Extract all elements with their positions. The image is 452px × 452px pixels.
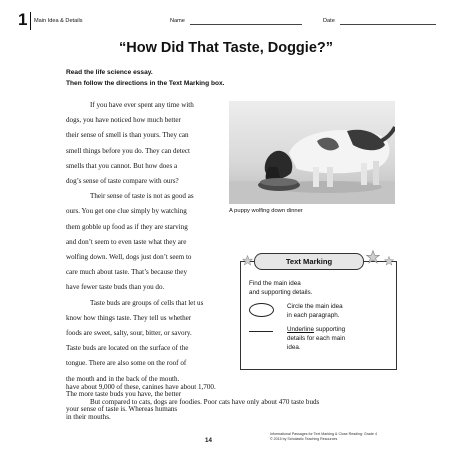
worksheet-header xyxy=(18,10,438,32)
essay-title: “How Did That Taste, Doggie?” xyxy=(118,40,333,56)
text-marking-intro: Find the main idea and supporting details. xyxy=(249,280,313,296)
star-icon xyxy=(242,255,253,266)
star-icon xyxy=(366,250,380,264)
paragraph-3-end: have about 9,000 of these, canines have about 1,700. xyxy=(66,383,216,391)
footer-credit: Informational Passages for Text Marking & Close Reading: Grade 4 © 2015 by Scholastic Teaching Resources xyxy=(270,432,378,441)
circle-instruction: Circle the main idea in each paragraph. xyxy=(287,303,343,319)
essay-full-width xyxy=(66,380,319,426)
paragraph-1: If you have ever spent any time with dogs, you have noticed how much better their sense of smell is than yours. They can smell things before you do. They can detect smells that you cannot. But how does a dog’s sense of taste compare with ours? xyxy=(66,101,194,186)
essay-left-column xyxy=(66,98,203,417)
date-field[interactable] xyxy=(340,24,436,25)
text-marking-heading: Text Marking xyxy=(254,253,364,270)
page-number: 14 xyxy=(205,437,212,444)
star-icon xyxy=(384,256,394,266)
text-marking-box xyxy=(240,249,397,370)
header-divider xyxy=(30,12,31,30)
underline-mark-sample xyxy=(249,331,273,332)
puppy-photo xyxy=(229,101,395,204)
photo-caption: A puppy wolfing down dinner xyxy=(229,208,303,214)
date-label: Date xyxy=(323,18,335,24)
circle-mark-sample xyxy=(249,303,274,317)
paragraph-4-line-1: But compared to cats, dogs are foodies. Poor cats have only about 470 taste buds xyxy=(90,398,320,407)
directions-line-1: Read the life science essay. xyxy=(66,69,153,76)
name-field[interactable] xyxy=(190,24,302,25)
paragraph-3: Taste buds are groups of cells that let us know how things taste. They tell us whether foods are sweet, salty, sour, bitter, or savory. Taste buds are located on the surface of the tongue. There are also some on the roof of the mouth and in the back of the mouth. The more taste buds you have, the better your sense of taste is. Whereas humans xyxy=(66,298,204,414)
lesson-number: 1 xyxy=(18,10,28,29)
paragraph-4-line-2: in their mouths. xyxy=(66,413,111,422)
skill-label: Main Idea & Details xyxy=(34,18,83,24)
underline-instruction: Underline supporting details for each main idea. xyxy=(287,326,346,351)
name-label: Name xyxy=(170,18,185,24)
directions-line-2: Then follow the directions in the Text Marking box. xyxy=(66,80,225,87)
paragraph-2: Their sense of taste is not as good as ours. You get one clue simply by watching them gobble up food as if they are starving and don’t seem to even taste what they are wolfing down. Well, dogs just don’t seem to care much about taste. That’s because they have fewer taste buds than you do. xyxy=(66,192,194,292)
